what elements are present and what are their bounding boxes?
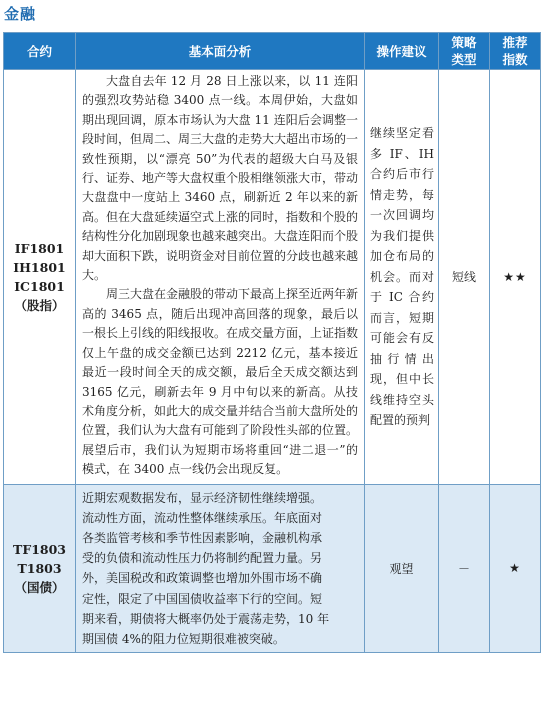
analysis-line: 外，美国税改和政策调整也增加外围市场不确 [82,571,323,586]
futures-strategy-table [3,32,541,653]
contract-code: IC1801 [14,278,65,294]
contract-category: （国债） [14,579,65,595]
table-row [4,70,541,485]
analysis-cell [76,70,365,485]
header-strategy-line1: 策略 [451,35,477,50]
analysis-paragraph: 大盘自去年 12 月 28 日上涨以来，以 11 连阳的强烈攻势站稳 3400 点一线。本周伊始，大盘如期出现回调，原本市场认为大盘 11 连阳后会调整一段时间，但周二、周三大盘的走势大大超出市场的一致性预期，以“漂亮 50”为代表的超级大白马及银行、证券、地产等大盘权重个股相继领涨大市，带动大盘盘中一度站上 3460 点，刷新近 2 年以来的新高。但在大盘延续逼空式上涨的同时，指数和个股的结构性分化加剧现象也越来越突出。大盘连阳而个股却大面积下跌，说明资金对目前位置的分歧也越来越大。 [82,74,359,283]
strategy-cell: － [439,484,490,653]
analysis-line: 期国债 4%的阻力位短期很难被突破。 [82,631,285,646]
analysis-line: 近期宏观数据发布，显示经济韧性继续增强。 [82,490,323,505]
contract-category: （股指） [14,297,65,313]
advice-cell: 观望 [365,484,439,653]
contract-code: T1803 [17,560,62,576]
table-row [4,484,541,653]
section-title: 金融 [4,5,37,23]
analysis-line: 受的负债和流动性压力仍将制约配置力量。另 [82,551,323,566]
advice-cell: 继续坚定看多 IF、IH 合约后市行情走势，每一次回调均为我们提供加仓布局的机会。而对于 IC 合约而言，短期可能会有反抽行情出现，但中长线维持空头配置的预判 [365,70,439,485]
contract-cell [4,484,76,653]
analysis-line: 期来看，期债将大概率仍处于震荡走势，10 年 [82,611,330,626]
header-rating-line1: 推荐 [502,35,528,50]
header-strategy [439,33,490,70]
analysis-line: 流动性方面，流动性整体继续承压。年底面对 [82,510,323,525]
contract-code: IH1801 [13,259,66,275]
header-advice: 操作建议 [365,33,439,70]
analysis-cell [76,484,365,653]
header-rating-line2: 指数 [502,52,528,67]
contract-code: IF1801 [14,240,65,256]
header-strategy-line2: 类型 [451,52,477,67]
analysis-paragraph: 周三大盘在金融股的带动下最高上探至近两年新高的 3465 点，随后出现冲高回落的现象，最后以一根长上引线的阳线报收。在成交量方面，上证指数仅上午盘的成交金额已达到 2212 亿元，基本接近最近一段时间全天的成交额，最后全天成交额达到 3165 亿元，刷新去年 9 月中旬以来的新高。从技术角度分析，如此大的成交量并结合当前大盘所处的位置，我们认为大盘有可能到了阶段性头部的位置。展望后市，我们认为短期市场将重回“进二退一”的模式，在 3400 点一线仍会出现反复。 [82,287,359,477]
strategy-cell: 短线 [439,70,490,485]
rating-stars: ★★ [490,70,541,485]
analysis-line: 定性，限定了中国国债收益率下行的空间。短 [82,591,323,606]
header-contract: 合约 [4,33,76,70]
contract-cell [4,70,76,485]
table-header-row [4,33,541,70]
rating-stars: ★ [490,484,541,653]
contract-code: TF1803 [13,541,66,557]
header-analysis: 基本面分析 [76,33,365,70]
analysis-line: 各类监管考核和季节性因素影响，金融机构承 [82,530,323,545]
header-rating [490,33,541,70]
